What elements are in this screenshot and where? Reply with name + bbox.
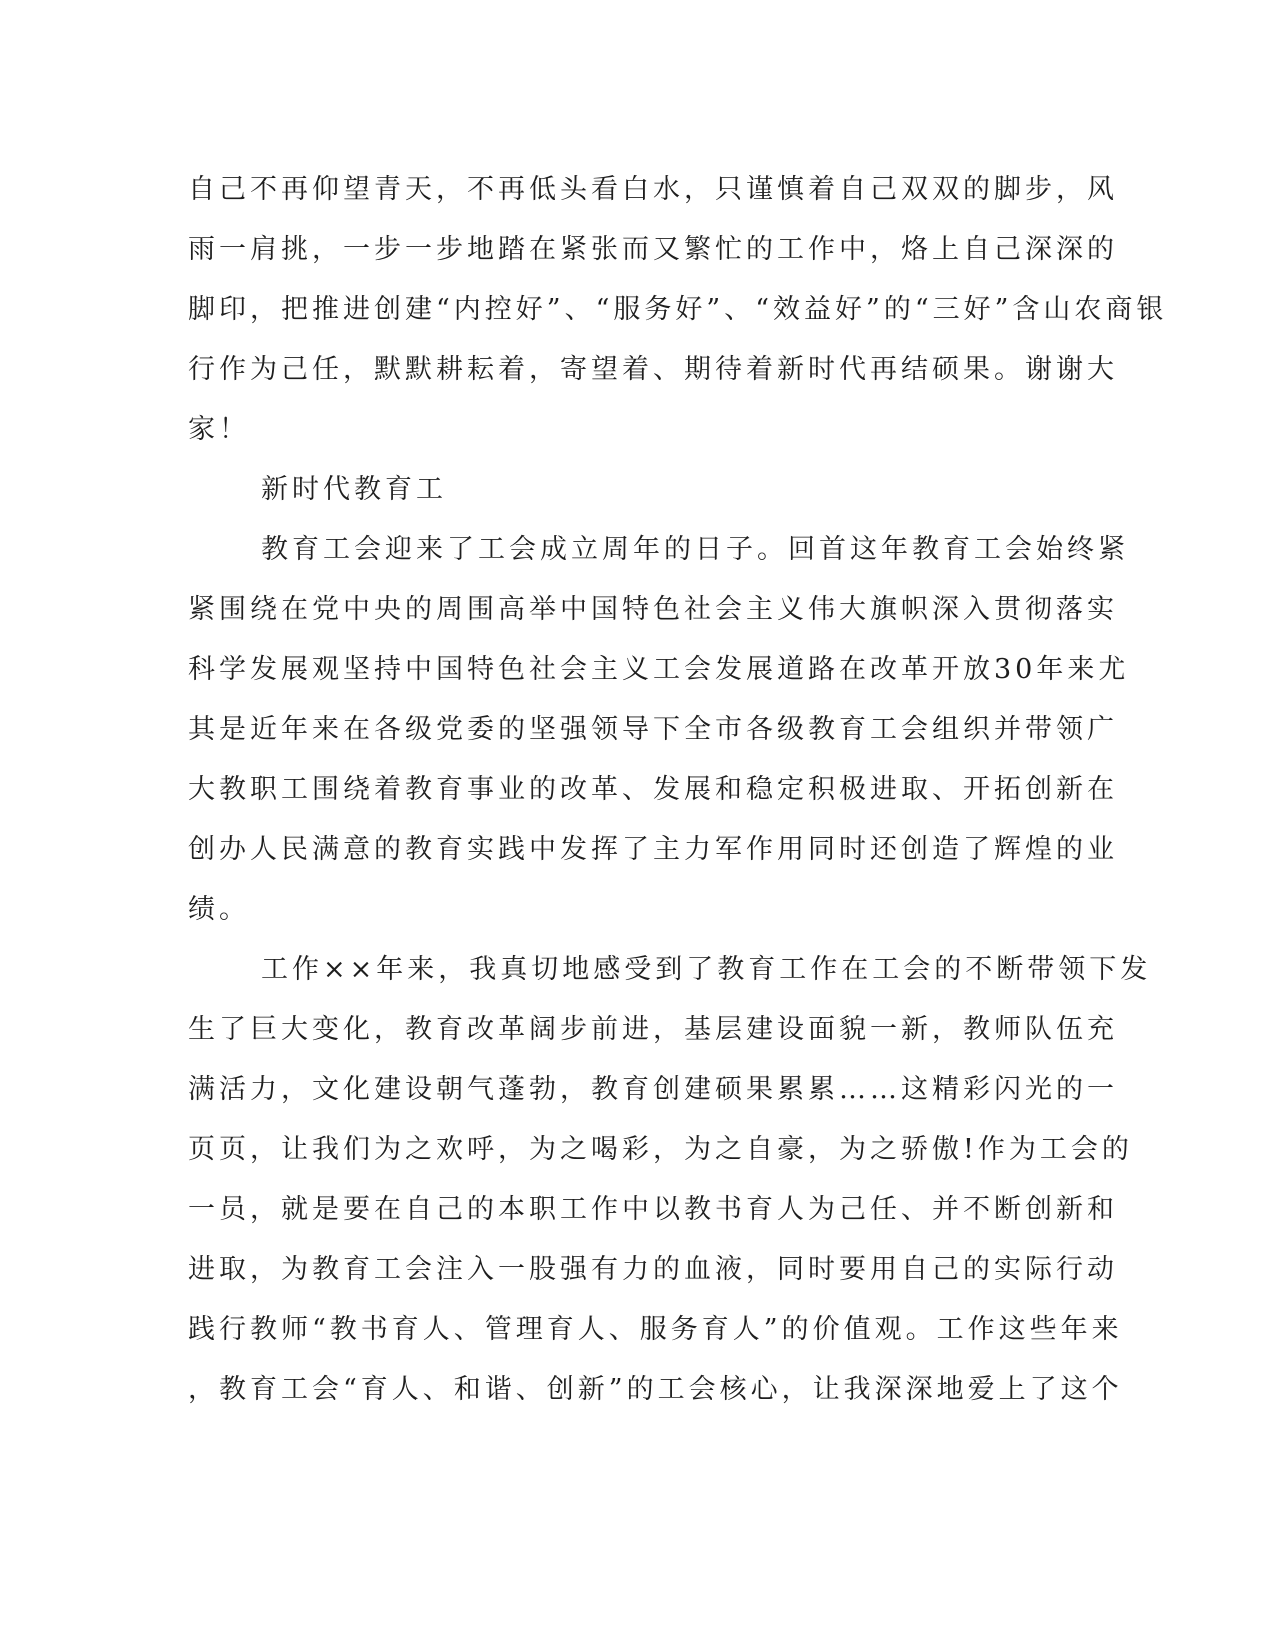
text-line: 生了巨大变化，教育改革阔步前进，基层建设面貌一新，教师队伍充 — [188, 1014, 1118, 1045]
text-line: 践行教师“教书育人、管理育人、服务育人”的价值观。工作这些年来 — [188, 1314, 1123, 1345]
text-line: 其是近年来在各级党委的坚强领导下全市各级教育工会组织并带领广 — [188, 714, 1118, 745]
text-line: 创办人民满意的教育实践中发挥了主力军作用同时还创造了辉煌的业 — [188, 834, 1118, 865]
text-line: 紧围绕在党中央的周围高举中国特色社会主义伟大旗帜深入贯彻落实 — [188, 594, 1118, 625]
text-line: 家！ — [188, 414, 250, 445]
text-line: 满活力，文化建设朝气蓬勃，教育创建硕果累累……这精彩闪光的一 — [188, 1074, 1118, 1105]
body-text — [188, 160, 1168, 1420]
text-line: 一员，就是要在自己的本职工作中以教书育人为己任、并不断创新和 — [188, 1194, 1118, 1225]
text-line: 科学发展观坚持中国特色社会主义工会发展道路在改革开放30年来尤 — [188, 654, 1130, 685]
text-line: 页页，让我们为之欢呼，为之喝彩，为之自豪，为之骄傲!作为工会的 — [188, 1134, 1133, 1165]
text-line: 绩。 — [188, 894, 250, 925]
text-line: 进取，为教育工会注入一股强有力的血液，同时要用自己的实际行动 — [188, 1254, 1118, 1285]
text-line: 大教职工围绕着教育事业的改革、发展和稳定积极进取、开拓创新在 — [188, 774, 1118, 805]
text-line: 脚印，把推进创建“内控好”、“服务好”、“效益好”的“三好”含山农商银 — [188, 294, 1168, 325]
text-line: 雨一肩挑，一步一步地踏在紧张而又繁忙的工作中，烙上自己深深的 — [188, 234, 1118, 265]
text-line: 自己不再仰望青天，不再低头看白水，只谨慎着自己双双的脚步，风 — [188, 174, 1118, 205]
text-line: 行作为己任，默默耕耘着，寄望着、期待着新时代再结硕果。谢谢大 — [188, 354, 1118, 385]
text-line: ，教育工会“育人、和谐、创新”的工会核心，让我深深地爱上了这个 — [188, 1374, 1123, 1405]
section-heading: 新时代教育工 — [261, 474, 447, 505]
text-line: 工作××年来，我真切地感受到了教育工作在工会的不断带领下发 — [261, 954, 1152, 985]
text-line: 教育工会迎来了工会成立周年的日子。回首这年教育工会始终紧 — [261, 534, 1129, 565]
